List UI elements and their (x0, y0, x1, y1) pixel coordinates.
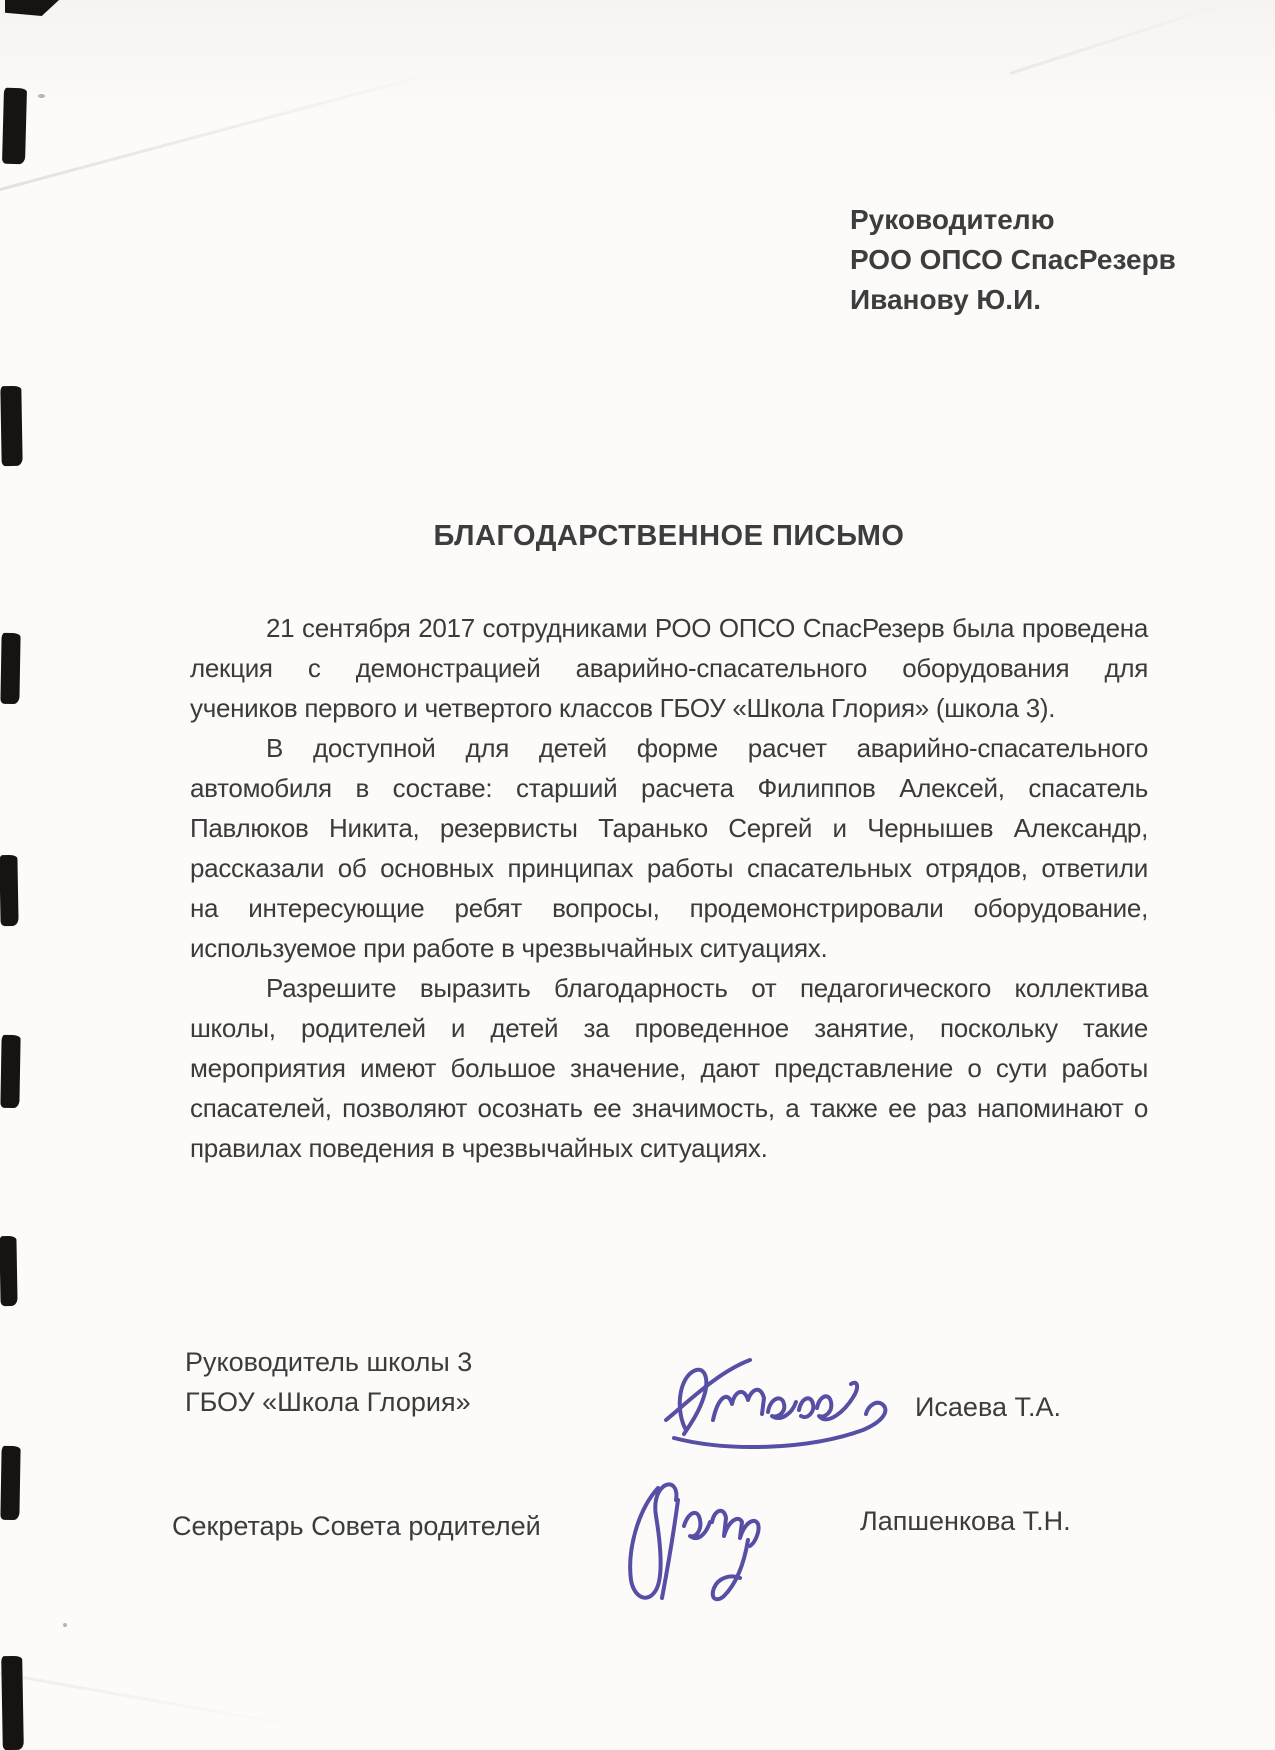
body-line: 21 сентября 2017 сотрудниками РОО ОПСО СпасРезерв была проведена (266, 613, 1148, 643)
body-line: правилах поведения в чрезвычайных ситуациях. (190, 1133, 768, 1163)
handwritten-signature (598, 1472, 784, 1618)
signatory-name: Лапшенкова Т.Н. (860, 1506, 1071, 1536)
scan-edge-artifact (0, 1236, 18, 1306)
body-line: используемое при работе в чрезвычайных ситуациях. (190, 933, 828, 963)
body-line: Разрешите выразить благодарность от педагогического коллектива (266, 973, 1148, 1003)
paper-shading (0, 0, 1275, 120)
body-line: Павлюков Никита, резервисты Таранько Сергей и Чернышев Александр, (190, 813, 1148, 843)
scan-edge-artifact (1, 1656, 24, 1750)
body-line: В доступной для детей форме расчет аварийно-спасательного (266, 733, 1148, 763)
handwritten-signature (658, 1344, 890, 1450)
paper-crease (0, 1672, 315, 1731)
signatory-role-block (172, 1506, 541, 1546)
body-line: школы, родителей и детей за проведенное занятие, поскольку такие (190, 1013, 1148, 1043)
body-line: автомобиля в составе: старший расчета Филиппов Алексей, спасатель (190, 773, 1148, 803)
body-line: мероприятия имеют большое значение, дают представление о сути работы (190, 1053, 1148, 1083)
body-line: на интересующие ребят вопросы, продемонстрировали оборудование, (190, 893, 1148, 923)
body-line: учеников первого и четвертого классов ГБОУ «Школа Глория» (школа 3). (190, 693, 1056, 723)
signatory-role-line: Секретарь Совета родителей (172, 1511, 541, 1541)
paper-speck (38, 94, 45, 98)
scan-edge-artifact (0, 1035, 20, 1108)
body-line: спасателей, позволяют осознать ее значимость, а также ее раз напоминают о (190, 1093, 1148, 1123)
recipient-line: Руководителю (850, 204, 1055, 235)
scan-edge-artifact (0, 855, 19, 926)
body-line: лекция с демонстрацией аварийно-спасательного оборудования для (190, 653, 1148, 683)
paper-speck (63, 1623, 67, 1627)
scan-edge-artifact (0, 386, 22, 466)
recipient-line: РОО ОПСО СпасРезерв (850, 244, 1176, 275)
scan-edge-artifact (0, 633, 20, 704)
signatory-role-line: Руководитель школы 3 (185, 1347, 473, 1377)
scan-edge-artifact (2, 88, 27, 165)
signatory-name: Исаева Т.А. (915, 1392, 1062, 1422)
recipient-block (850, 200, 1176, 320)
recipient-line: Иванову Ю.И. (850, 284, 1041, 315)
scan-edge-artifact (0, 1446, 20, 1520)
body-line: рассказали об основных принципах работы спасательных отрядов, ответили (190, 853, 1148, 883)
signatory-role-line: ГБОУ «Школа Глория» (185, 1387, 471, 1417)
letter-title: БЛАГОДАРСТВЕННОЕ ПИСЬМО (433, 520, 905, 552)
signatory-role-block (185, 1342, 472, 1422)
body-text (190, 608, 1148, 1168)
